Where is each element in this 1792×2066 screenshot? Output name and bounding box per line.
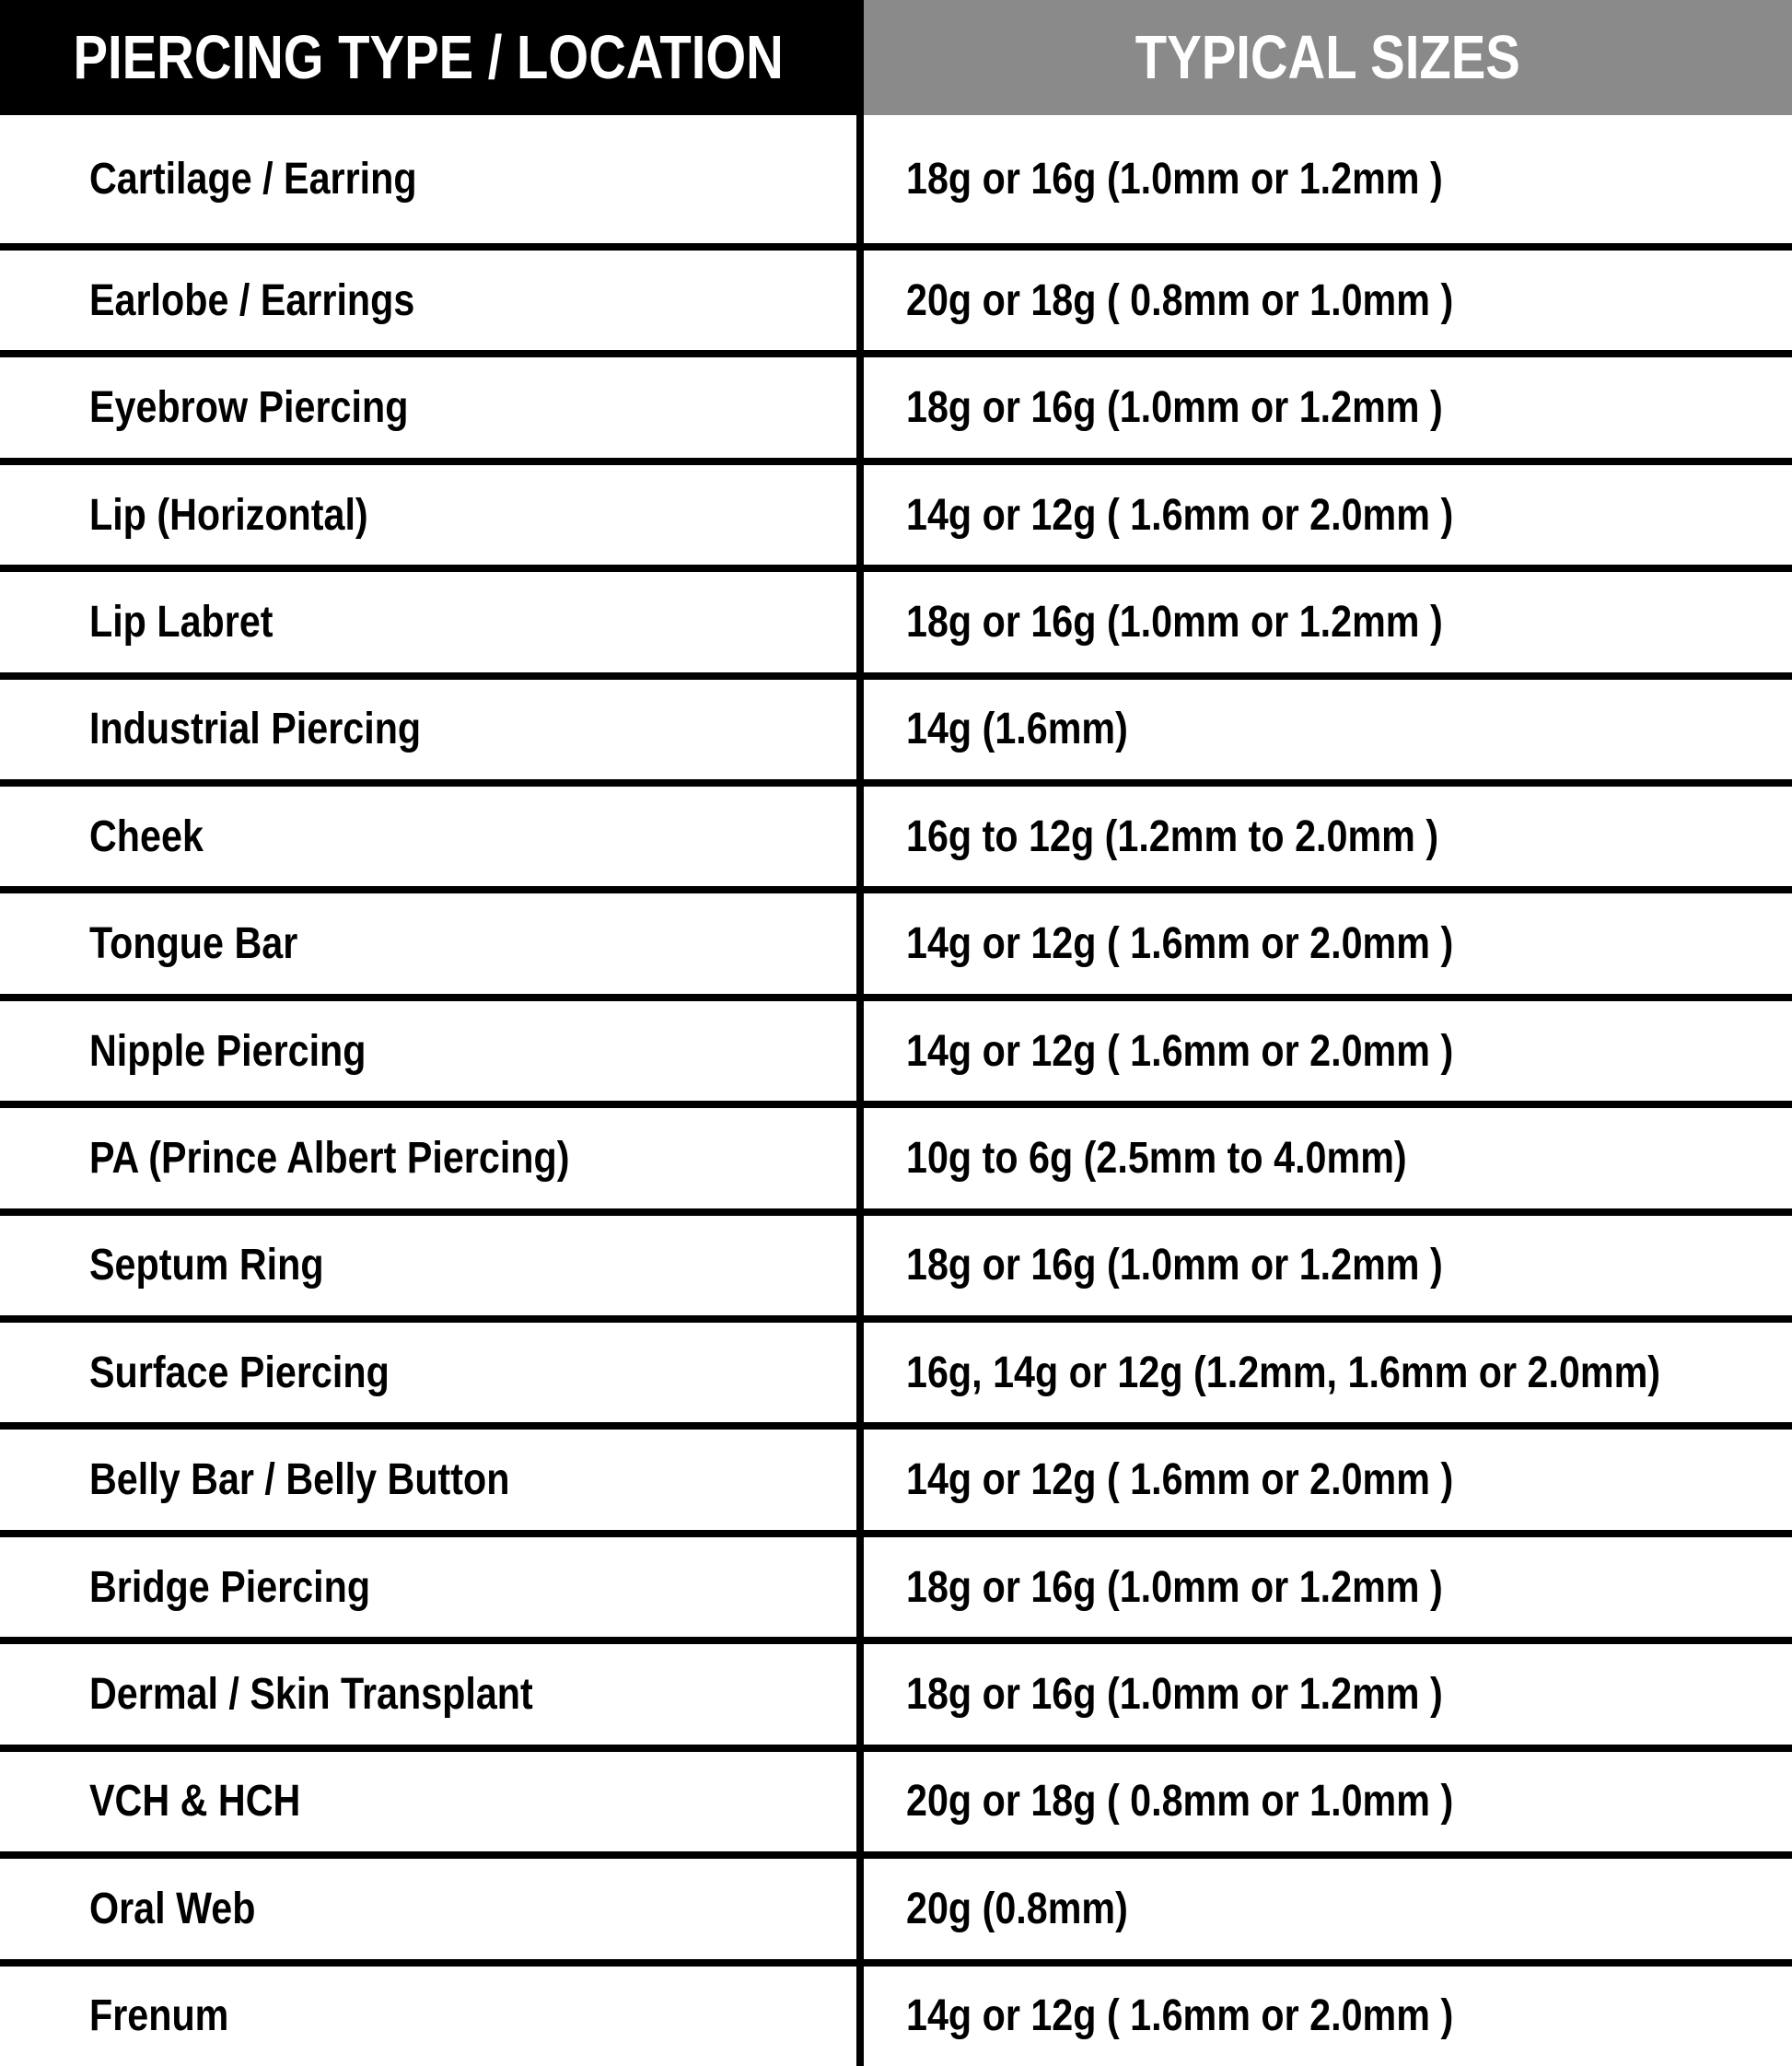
typical-size-cell — [856, 357, 1792, 457]
typical-size-text: 20g or 18g ( 0.8mm or 1.0mm ) — [906, 1777, 1454, 1827]
table-row — [0, 1644, 1792, 1751]
piercing-type-cell — [0, 465, 856, 565]
typical-size-cell — [856, 115, 1792, 243]
typical-size-cell — [856, 1752, 1792, 1851]
table-row — [0, 357, 1792, 464]
piercing-type-text: Dermal / Skin Transplant — [89, 1669, 533, 1719]
piercing-type-cell — [0, 1752, 856, 1851]
piercing-type-cell — [0, 680, 856, 779]
table-row — [0, 1967, 1792, 2066]
header-typical-sizes-label: TYPICAL SIZES — [1135, 23, 1521, 92]
typical-size-cell — [856, 251, 1792, 350]
typical-size-text: 14g or 12g ( 1.6mm or 2.0mm ) — [906, 1991, 1454, 2041]
header-typical-sizes — [856, 0, 1792, 115]
typical-size-cell — [856, 1216, 1792, 1315]
piercing-type-cell — [0, 893, 856, 993]
piercing-type-cell — [0, 1108, 856, 1208]
table-row — [0, 1859, 1792, 1966]
table-row — [0, 680, 1792, 787]
table-header-row — [0, 0, 1792, 115]
piercing-type-cell — [0, 1859, 856, 1958]
piercing-type-cell — [0, 787, 856, 886]
piercing-type-cell — [0, 1001, 856, 1101]
piercing-type-cell — [0, 1967, 856, 2066]
piercing-type-text: Oral Web — [89, 1884, 256, 1933]
table-row — [0, 115, 1792, 251]
header-piercing-type — [0, 0, 856, 115]
piercing-type-text: Lip (Horizontal) — [89, 490, 368, 540]
piercing-type-text: Cartilage / Earring — [89, 155, 417, 204]
typical-size-cell — [856, 1644, 1792, 1744]
table-row — [0, 572, 1792, 679]
table-row — [0, 1001, 1792, 1108]
typical-size-cell — [856, 1859, 1792, 1958]
piercing-type-cell — [0, 1216, 856, 1315]
typical-size-text: 14g or 12g ( 1.6mm or 2.0mm ) — [906, 1455, 1454, 1505]
piercing-type-text: PA (Prince Albert Piercing) — [89, 1133, 570, 1183]
table-row — [0, 1216, 1792, 1323]
piercing-type-text: Frenum — [89, 1991, 229, 2041]
piercing-type-text: Septum Ring — [89, 1241, 324, 1290]
piercing-type-text: Bridge Piercing — [89, 1562, 371, 1612]
typical-size-text: 18g or 16g (1.0mm or 1.2mm ) — [906, 155, 1443, 204]
typical-size-text: 18g or 16g (1.0mm or 1.2mm ) — [906, 383, 1443, 433]
typical-size-text: 16g to 12g (1.2mm to 2.0mm ) — [906, 811, 1439, 861]
typical-size-text: 14g or 12g ( 1.6mm or 2.0mm ) — [906, 1026, 1454, 1076]
typical-size-cell — [856, 1108, 1792, 1208]
piercing-type-text: Nipple Piercing — [89, 1026, 367, 1076]
typical-size-cell — [856, 680, 1792, 779]
typical-size-cell — [856, 465, 1792, 565]
piercing-type-text: Eyebrow Piercing — [89, 383, 409, 433]
piercing-type-cell — [0, 251, 856, 350]
piercing-type-text: Surface Piercing — [89, 1348, 390, 1397]
table-row — [0, 251, 1792, 357]
piercing-type-cell — [0, 1644, 856, 1744]
piercing-type-cell — [0, 572, 856, 671]
piercing-type-cell — [0, 1430, 856, 1529]
typical-size-text: 18g or 16g (1.0mm or 1.2mm ) — [906, 1241, 1443, 1290]
typical-size-cell — [856, 787, 1792, 886]
piercing-type-cell — [0, 1323, 856, 1422]
typical-size-text: 20g or 18g ( 0.8mm or 1.0mm ) — [906, 275, 1454, 325]
table-row — [0, 465, 1792, 572]
piercing-type-text: Lip Labret — [89, 597, 273, 647]
typical-size-text: 18g or 16g (1.0mm or 1.2mm ) — [906, 1669, 1443, 1719]
piercing-type-text: Industrial Piercing — [89, 705, 422, 754]
piercing-type-text: Cheek — [89, 811, 204, 861]
typical-size-text: 10g to 6g (2.5mm to 4.0mm) — [906, 1133, 1407, 1183]
table-row — [0, 1537, 1792, 1644]
table-row — [0, 1108, 1792, 1215]
piercing-type-cell — [0, 1537, 856, 1637]
table-row — [0, 893, 1792, 1000]
table-row — [0, 1752, 1792, 1859]
piercing-type-cell — [0, 115, 856, 243]
typical-size-text: 16g, 14g or 12g (1.2mm, 1.6mm or 2.0mm) — [906, 1348, 1661, 1397]
piercing-type-text: VCH & HCH — [89, 1777, 301, 1827]
typical-size-text: 14g or 12g ( 1.6mm or 2.0mm ) — [906, 490, 1454, 540]
table-row — [0, 1430, 1792, 1536]
typical-size-cell — [856, 1430, 1792, 1529]
typical-size-text: 18g or 16g (1.0mm or 1.2mm ) — [906, 1562, 1443, 1612]
table-row — [0, 1323, 1792, 1430]
typical-size-text: 14g or 12g ( 1.6mm or 2.0mm ) — [906, 919, 1454, 969]
piercing-type-cell — [0, 357, 856, 457]
table-body — [0, 115, 1792, 2066]
typical-size-cell — [856, 1001, 1792, 1101]
piercing-type-text: Tongue Bar — [89, 919, 298, 969]
piercing-type-text: Earlobe / Earrings — [89, 275, 415, 325]
typical-size-text: 20g (0.8mm) — [906, 1884, 1128, 1933]
typical-size-cell — [856, 893, 1792, 993]
typical-size-cell — [856, 1537, 1792, 1637]
header-piercing-type-label: PIERCING TYPE / LOCATION — [73, 23, 784, 92]
typical-size-cell — [856, 572, 1792, 671]
table-row — [0, 787, 1792, 893]
typical-size-cell — [856, 1967, 1792, 2066]
typical-size-text: 14g (1.6mm) — [906, 705, 1128, 754]
typical-size-text: 18g or 16g (1.0mm or 1.2mm ) — [906, 597, 1443, 647]
piercing-type-text: Belly Bar / Belly Button — [89, 1455, 510, 1505]
typical-size-cell — [856, 1323, 1792, 1422]
